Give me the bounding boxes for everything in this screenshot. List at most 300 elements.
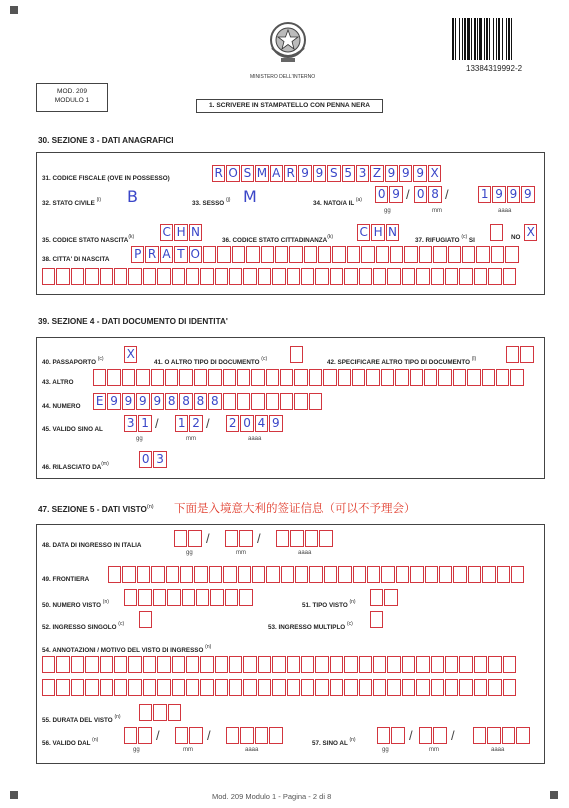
char-cell[interactable] [174,530,187,547]
char-cell[interactable]: 5 [342,165,355,182]
char-cell[interactable] [377,727,390,744]
char-cell[interactable] [157,268,170,285]
char-cell[interactable] [503,268,516,285]
char-cell[interactable] [225,530,238,547]
char-cell[interactable]: 1 [478,186,491,203]
char-cell[interactable] [42,679,55,696]
char-cell[interactable] [315,268,328,285]
char-cell[interactable] [100,656,113,673]
char-cell[interactable] [367,566,380,583]
char-cell[interactable] [139,611,152,628]
char-cell[interactable] [100,679,113,696]
char-cell[interactable] [143,268,156,285]
valido-mm-field[interactable] [175,415,204,432]
char-cell[interactable]: 9 [507,186,520,203]
char-cell[interactable] [138,589,151,606]
char-cell[interactable] [391,727,404,744]
char-cell[interactable] [258,679,271,696]
char-cell[interactable] [258,268,271,285]
char-cell[interactable] [151,369,164,386]
char-cell[interactable] [215,656,228,673]
char-cell[interactable]: 8 [165,393,178,410]
char-cell[interactable] [272,679,285,696]
char-cell[interactable] [347,246,360,263]
char-cell[interactable] [416,656,429,673]
char-cell[interactable] [223,393,236,410]
citta-nascita-field-1[interactable] [131,246,520,263]
char-cell[interactable] [431,679,444,696]
char-cell[interactable] [243,656,256,673]
char-cell[interactable] [323,369,336,386]
char-cell[interactable] [243,679,256,696]
char-cell[interactable] [376,246,389,263]
char-cell[interactable] [85,656,98,673]
char-cell[interactable]: M [256,166,268,180]
char-cell[interactable]: C [160,224,173,241]
char-cell[interactable] [237,369,250,386]
char-cell[interactable] [196,589,209,606]
char-cell[interactable] [188,530,201,547]
char-cell[interactable] [215,268,228,285]
char-cell[interactable] [359,679,372,696]
ingresso-mm-field[interactable] [225,530,254,547]
char-cell[interactable] [252,566,265,583]
char-cell[interactable] [107,369,120,386]
ingresso-aaaa-field[interactable] [276,530,334,547]
char-cell[interactable] [491,246,504,263]
char-cell[interactable]: O [190,247,200,261]
char-cell[interactable] [290,530,303,547]
char-cell[interactable] [459,656,472,673]
frontiera-field[interactable] [108,566,525,583]
char-cell[interactable] [85,268,98,285]
char-cell[interactable] [482,369,495,386]
char-cell[interactable] [137,566,150,583]
char-cell[interactable]: 9 [107,393,120,410]
char-cell[interactable] [488,268,501,285]
char-cell[interactable] [309,393,322,410]
char-cell[interactable] [496,369,509,386]
char-cell[interactable]: 9 [151,393,164,410]
char-cell[interactable] [114,679,127,696]
char-cell[interactable]: S [241,165,254,182]
char-cell[interactable] [203,246,216,263]
char-cell[interactable] [225,589,238,606]
char-cell[interactable]: X [428,165,441,182]
char-cell[interactable] [482,566,495,583]
char-cell[interactable]: 1 [175,415,188,432]
char-cell[interactable] [361,246,374,263]
char-cell[interactable] [294,369,307,386]
char-cell[interactable] [175,727,188,744]
numero-field[interactable] [93,393,323,410]
char-cell[interactable] [387,679,400,696]
numero-visto-field[interactable] [124,589,254,606]
char-cell[interactable] [330,656,343,673]
char-cell[interactable] [410,369,423,386]
char-cell[interactable] [511,566,524,583]
char-cell[interactable] [502,727,515,744]
char-cell[interactable] [370,611,383,628]
char-cell[interactable] [239,530,252,547]
sino-al-gg-field[interactable] [377,727,406,744]
char-cell[interactable] [395,369,408,386]
char-cell[interactable] [488,679,501,696]
char-cell[interactable]: X [524,224,537,241]
char-cell[interactable] [438,369,451,386]
char-cell[interactable] [200,679,213,696]
char-cell[interactable] [71,268,84,285]
char-cell[interactable] [223,369,236,386]
char-cell[interactable] [266,369,279,386]
char-cell[interactable] [71,679,84,696]
char-cell[interactable] [172,268,185,285]
ingresso-singolo-checkbox[interactable] [139,611,153,628]
char-cell[interactable] [128,656,141,673]
char-cell[interactable] [301,656,314,673]
char-cell[interactable] [143,679,156,696]
char-cell[interactable] [167,589,180,606]
nato-gg-field[interactable] [375,186,404,203]
char-cell[interactable] [138,727,151,744]
nato-aaaa-field[interactable] [478,186,536,203]
valido-dal-gg-field[interactable] [124,727,153,744]
char-cell[interactable] [151,566,164,583]
char-cell[interactable]: 9 [269,415,282,432]
citta-nascita-field-2[interactable] [42,268,517,285]
char-cell[interactable] [344,679,357,696]
char-cell[interactable]: 1 [138,415,151,432]
char-cell[interactable] [172,656,185,673]
char-cell[interactable] [445,268,458,285]
char-cell[interactable] [490,224,503,241]
char-cell[interactable] [419,246,432,263]
char-cell[interactable] [474,656,487,673]
char-cell[interactable] [42,656,55,673]
char-cell[interactable] [114,656,127,673]
char-cell[interactable] [226,727,239,744]
rilasciato-field[interactable] [139,451,168,468]
char-cell[interactable] [275,246,288,263]
char-cell[interactable]: A [270,165,283,182]
char-cell[interactable] [194,566,207,583]
char-cell[interactable] [396,566,409,583]
char-cell[interactable] [217,246,230,263]
char-cell[interactable] [157,656,170,673]
char-cell[interactable] [186,268,199,285]
char-cell[interactable] [488,656,501,673]
char-cell[interactable] [338,566,351,583]
char-cell[interactable] [309,369,322,386]
char-cell[interactable] [251,393,264,410]
char-cell[interactable] [246,246,259,263]
char-cell[interactable] [503,679,516,696]
char-cell[interactable] [459,268,472,285]
char-cell[interactable]: H [371,224,384,241]
ingresso-gg-field[interactable] [174,530,203,547]
char-cell[interactable] [266,393,279,410]
char-cell[interactable] [516,727,529,744]
char-cell[interactable] [315,679,328,696]
char-cell[interactable] [315,656,328,673]
annotazioni-field-1[interactable] [42,656,517,673]
char-cell[interactable] [473,727,486,744]
char-cell[interactable] [510,369,523,386]
char-cell[interactable] [381,369,394,386]
char-cell[interactable] [506,346,519,363]
char-cell[interactable] [301,679,314,696]
char-cell[interactable] [255,727,268,744]
char-cell[interactable] [505,246,518,263]
valido-gg-field[interactable] [124,415,153,432]
char-cell[interactable] [209,566,222,583]
char-cell[interactable] [124,727,137,744]
char-cell[interactable] [180,566,193,583]
char-cell[interactable] [404,246,417,263]
sino-al-aaaa-field[interactable] [473,727,531,744]
rifugiato-no-checkbox[interactable] [524,224,538,241]
char-cell[interactable] [71,656,84,673]
char-cell[interactable] [281,566,294,583]
char-cell[interactable] [410,566,423,583]
char-cell[interactable]: X [124,346,137,363]
char-cell[interactable] [93,369,106,386]
char-cell[interactable]: 8 [208,393,221,410]
char-cell[interactable]: 2 [189,415,202,432]
char-cell[interactable]: P [131,246,144,263]
char-cell[interactable]: 9 [298,165,311,182]
char-cell[interactable] [359,656,372,673]
char-cell[interactable] [153,589,166,606]
char-cell[interactable] [189,727,202,744]
char-cell[interactable]: C [357,224,370,241]
char-cell[interactable]: 3 [153,451,166,468]
char-cell[interactable] [136,369,149,386]
char-cell[interactable] [319,530,332,547]
char-cell[interactable] [445,679,458,696]
specificare-field[interactable] [506,346,535,363]
char-cell[interactable] [143,656,156,673]
char-cell[interactable] [474,268,487,285]
char-cell[interactable] [318,246,331,263]
passaporto-checkbox[interactable] [124,346,138,363]
char-cell[interactable]: R [284,165,297,182]
char-cell[interactable] [384,589,397,606]
ingresso-multiplo-checkbox[interactable] [370,611,384,628]
char-cell[interactable]: 9 [399,165,412,182]
char-cell[interactable] [237,393,250,410]
char-cell[interactable] [476,246,489,263]
char-cell[interactable] [370,589,383,606]
valido-dal-mm-field[interactable] [175,727,204,744]
char-cell[interactable]: 9 [122,393,135,410]
char-cell[interactable] [431,268,444,285]
char-cell[interactable] [459,679,472,696]
char-cell[interactable]: 9 [313,165,326,182]
char-cell[interactable] [344,656,357,673]
char-cell[interactable] [56,268,69,285]
char-cell[interactable] [373,679,386,696]
sesso-value[interactable]: M [243,187,257,206]
altro-tipo-checkbox[interactable] [290,346,304,363]
codice-fiscale-field[interactable] [212,165,442,182]
stato-civile-value[interactable]: B [127,187,138,206]
char-cell[interactable] [390,246,403,263]
char-cell[interactable]: N [386,224,399,241]
char-cell[interactable] [467,369,480,386]
char-cell[interactable] [186,656,199,673]
char-cell[interactable]: 8 [428,186,441,203]
char-cell[interactable] [261,246,274,263]
char-cell[interactable] [243,268,256,285]
char-cell[interactable] [359,268,372,285]
char-cell[interactable]: 0 [414,186,427,203]
char-cell[interactable] [381,566,394,583]
valido-dal-aaaa-field[interactable] [226,727,284,744]
char-cell[interactable]: 9 [389,186,402,203]
char-cell[interactable] [194,369,207,386]
sino-al-mm-field[interactable] [419,727,448,744]
char-cell[interactable] [139,704,152,721]
char-cell[interactable]: 4 [255,415,268,432]
char-cell[interactable] [210,589,223,606]
char-cell[interactable] [309,566,322,583]
char-cell[interactable] [431,656,444,673]
char-cell[interactable] [179,369,192,386]
char-cell[interactable] [272,656,285,673]
char-cell[interactable] [448,246,461,263]
char-cell[interactable] [439,566,452,583]
char-cell[interactable] [100,268,113,285]
char-cell[interactable]: 3 [356,165,369,182]
char-cell[interactable] [208,369,221,386]
char-cell[interactable] [387,268,400,285]
char-cell[interactable]: R [212,165,225,182]
char-cell[interactable]: 9 [385,165,398,182]
char-cell[interactable] [352,369,365,386]
char-cell[interactable] [445,656,458,673]
char-cell[interactable] [295,566,308,583]
char-cell[interactable] [166,566,179,583]
char-cell[interactable] [122,369,135,386]
rifugiato-si-checkbox[interactable] [490,224,504,241]
char-cell[interactable] [229,656,242,673]
char-cell[interactable] [503,656,516,673]
char-cell[interactable] [424,369,437,386]
char-cell[interactable] [266,566,279,583]
char-cell[interactable] [353,566,366,583]
char-cell[interactable]: E [93,393,106,410]
char-cell[interactable] [238,566,251,583]
altro-field[interactable] [93,369,525,386]
char-cell[interactable]: N [189,224,202,241]
char-cell[interactable]: 8 [194,393,207,410]
char-cell[interactable] [402,268,415,285]
char-cell[interactable] [269,727,282,744]
char-cell[interactable]: R [145,246,158,263]
char-cell[interactable] [42,268,55,285]
char-cell[interactable] [186,679,199,696]
char-cell[interactable] [272,268,285,285]
char-cell[interactable] [487,727,500,744]
char-cell[interactable] [324,566,337,583]
char-cell[interactable] [497,566,510,583]
char-cell[interactable] [56,656,69,673]
char-cell[interactable] [56,679,69,696]
char-cell[interactable] [200,656,213,673]
char-cell[interactable] [425,566,438,583]
char-cell[interactable]: 0 [375,186,388,203]
char-cell[interactable]: S [327,165,340,182]
char-cell[interactable] [305,530,318,547]
char-cell[interactable] [373,656,386,673]
char-cell[interactable] [290,346,303,363]
char-cell[interactable]: 9 [413,165,426,182]
char-cell[interactable]: Z [370,165,383,182]
char-cell[interactable] [474,679,487,696]
char-cell[interactable] [366,369,379,386]
char-cell[interactable]: A [160,246,173,263]
char-cell[interactable] [215,679,228,696]
stato-nascita-field[interactable] [160,224,203,241]
char-cell[interactable]: 9 [521,186,534,203]
char-cell[interactable] [223,566,236,583]
char-cell[interactable] [128,268,141,285]
tipo-visto-field[interactable] [370,589,399,606]
char-cell[interactable] [402,679,415,696]
char-cell[interactable] [108,566,121,583]
char-cell[interactable] [433,246,446,263]
char-cell[interactable] [122,566,135,583]
char-cell[interactable] [280,369,293,386]
char-cell[interactable] [294,393,307,410]
char-cell[interactable]: T [174,246,187,263]
char-cell[interactable] [124,589,137,606]
char-cell[interactable] [416,679,429,696]
char-cell[interactable] [251,369,264,386]
char-cell[interactable] [168,704,181,721]
char-cell[interactable] [468,566,481,583]
char-cell[interactable] [287,656,300,673]
char-cell[interactable] [462,246,475,263]
char-cell[interactable] [165,369,178,386]
char-cell[interactable] [433,727,446,744]
char-cell[interactable] [289,246,302,263]
char-cell[interactable] [280,393,293,410]
durata-field[interactable] [139,704,182,721]
char-cell[interactable] [416,268,429,285]
char-cell[interactable] [387,656,400,673]
char-cell[interactable] [232,246,245,263]
char-cell[interactable] [402,656,415,673]
char-cell[interactable] [157,679,170,696]
char-cell[interactable] [453,566,466,583]
char-cell[interactable] [182,589,195,606]
char-cell[interactable] [332,246,345,263]
char-cell[interactable] [240,727,253,744]
char-cell[interactable]: H [174,224,187,241]
char-cell[interactable] [200,268,213,285]
char-cell[interactable] [287,679,300,696]
char-cell[interactable]: 0 [240,415,253,432]
char-cell[interactable] [258,656,271,673]
char-cell[interactable] [153,704,166,721]
char-cell[interactable]: O [228,166,238,180]
char-cell[interactable] [304,246,317,263]
valido-aaaa-field[interactable] [226,415,284,432]
char-cell[interactable] [453,369,466,386]
char-cell[interactable] [287,268,300,285]
